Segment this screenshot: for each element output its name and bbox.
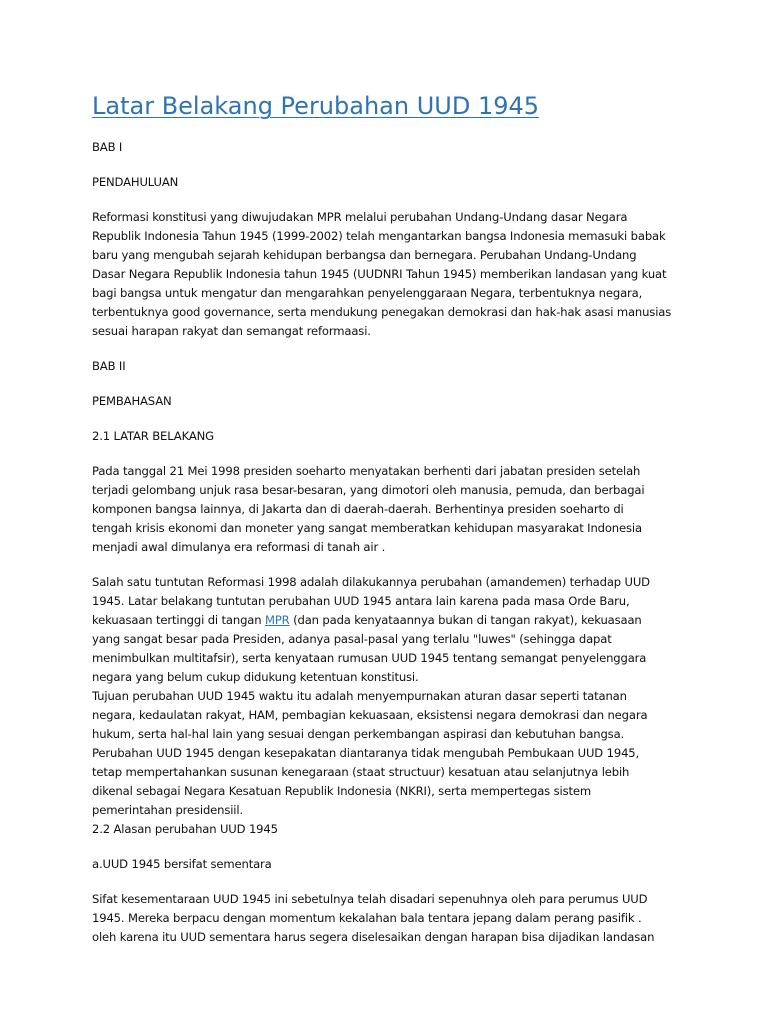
- subsection-a-heading: a.UUD 1945 bersifat sementara: [92, 857, 272, 871]
- text-line-with-link: [92, 611, 682, 630]
- paragraph-latar-belakang: [92, 462, 682, 557]
- text-line: terjadi gelombang unjuk rasa besar-besaran, yang dimotori oleh manusia, pemuda, dan berbagai: [92, 483, 645, 497]
- text-line: Perubahan UUD 1945 dengan kesepakatan diantaranya tidak mengubah Pembukaan UUD 1945,: [92, 746, 640, 760]
- text-line: menimbulkan multitafsir), serta kenyataan rumusan UUD 1945 tentang semangat penyelenggara: [92, 651, 647, 665]
- bab-1-heading: BAB I: [92, 140, 123, 154]
- text-line: tengah krisis ekonomi dan moneter yang sangat memberatkan kehidupan masyarakat Indonesia: [92, 521, 642, 535]
- text-segment: kekuasaan tertinggi di tangan: [92, 613, 265, 627]
- text-line: yang sangat besar pada Presiden, adanya pasal-pasal yang terlalu "luwes" (sehingga dapat: [92, 632, 612, 646]
- pendahuluan-heading: PENDAHULUAN: [92, 175, 179, 189]
- text-line: Dasar Negara Republik Indonesia tahun 1945 (UUDNRI Tahun 1945) memberikan landasan yang kuat: [92, 267, 667, 281]
- text-line: tetap mempertahankan susunan kenegaraan (staat structuur) kesatuan atau selanjutnya lebih: [92, 765, 630, 779]
- text-line: komponen bangsa lainnya, di Jakarta dan di daerah-daerah. Berhentinya presiden soeharto di: [92, 502, 624, 516]
- bab-2-heading: BAB II: [92, 359, 126, 373]
- text-line: bagi bangsa untuk mengatur dan mengarahkan penyelenggaraan Negara, terbentuknya negara,: [92, 286, 643, 300]
- pembahasan-heading: PEMBAHASAN: [92, 394, 172, 408]
- text-segment: (dan pada kenyataannya bukan di tangan rakyat), kekuasaan: [289, 613, 642, 627]
- text-line: Salah satu tuntutan Reformasi 1998 adalah dilakukannya perubahan (amandemen) terhadap UUD: [92, 575, 650, 589]
- text-line: 1945. Latar belakang tuntutan perubahan UUD 1945 antara lain karena pada masa Orde Baru,: [92, 594, 630, 608]
- text-line: negara, kedaulatan rakyat, HAM, pembagian kekuasaan, eksistensi negara demokrasi dan negara: [92, 708, 648, 722]
- text-line: oleh karena itu UUD sementara harus segera diselesaikan dengan harapan bisa dijadikan landasan: [92, 930, 655, 944]
- mpr-link[interactable]: MPR: [264, 613, 290, 627]
- text-line: Reformasi konstitusi yang diwujudakan MPR melalui perubahan Undang-Undang dasar Negara: [92, 210, 628, 224]
- text-line: sesuai harapan rakyat dan semangat reformaasi.: [92, 324, 371, 338]
- paragraph-sifat-sementara: [92, 890, 682, 947]
- text-line: Tujuan perubahan UUD 1945 waktu itu adalah menyempurnakan aturan dasar seperti tatanan: [92, 689, 627, 703]
- text-line: 1945. Mereka berpacu dengan momentum kekalahan bala tentara jepang dalam perang pasifik .: [92, 911, 642, 925]
- text-line: Sifat kesementaraan UUD 1945 ini sebetulnya telah disadari sepenuhnya oleh para perumus UUD: [92, 892, 648, 906]
- text-line: Pada tanggal 21 Mei 1998 presiden soeharto menyatakan berhenti dari jabatan presiden setelah: [92, 464, 641, 478]
- text-line: hukum, serta hal-hal lain yang sesuai dengan perkembangan aspirasi dan kebutuhan bangsa.: [92, 727, 625, 741]
- text-line: baru yang mengubah sejarah kehidupan berbangsa dan bernegara. Perubahan Undang-Undang: [92, 248, 637, 262]
- document-body: [92, 138, 682, 947]
- text-line: Republik Indonesia Tahun 1945 (1999-2002) telah mengantarkan bangsa Indonesia memasuki babak: [92, 229, 666, 243]
- paragraph-tuntutan-reformasi: [92, 573, 682, 839]
- section-2-2-heading: 2.2 Alasan perubahan UUD 1945: [92, 822, 278, 836]
- text-line: menjadi awal dimulanya era reformasi di tanah air .: [92, 540, 386, 554]
- text-line: negara yang belum cukup didukung ketentuan konstitusi.: [92, 670, 419, 684]
- text-line: dikenal sebagai Negara Kesatuan Republik Indonesia (NKRI), serta mempertegas sistem: [92, 784, 591, 798]
- section-2-1-heading: 2.1 LATAR BELAKANG: [92, 429, 214, 443]
- document-title: Latar Belakang Perubahan UUD 1945: [92, 92, 540, 120]
- text-line: pemerintahan presidensiil.: [92, 803, 243, 817]
- paragraph-introduction: [92, 208, 682, 341]
- text-line: terbentuknya good governance, serta mendukung penegakan demokrasi dan hak-hak asasi manusias: [92, 305, 672, 319]
